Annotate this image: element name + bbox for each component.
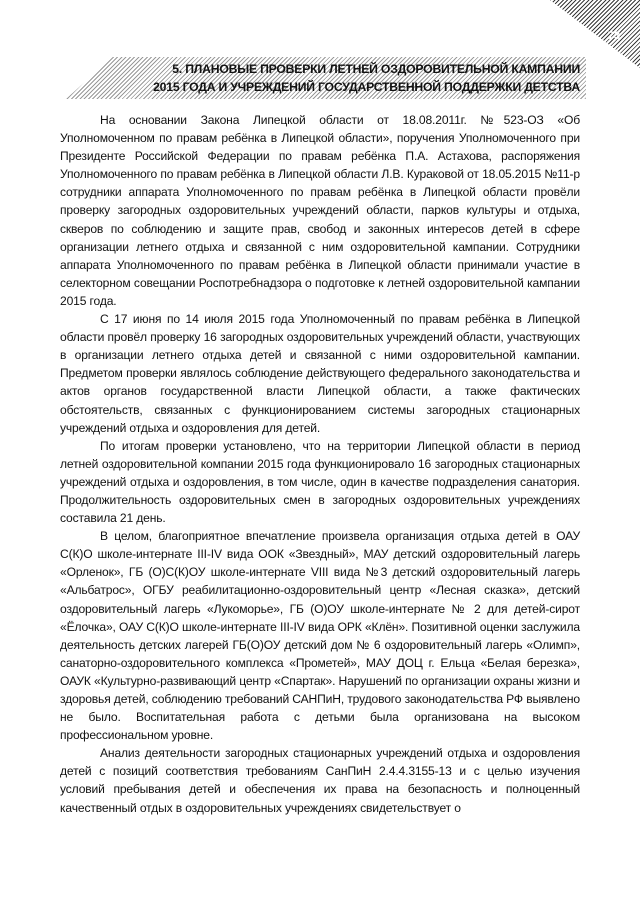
paragraph: Анализ деятельности загородных стационарных учреждений отдыха и оздоровления детей с позиций соответствия требованиям СанПиН 2.4.4.3155-13 и с целью изучения условий пребывания детей и обеспечения их права на безопасность и полноценный качественный отдых в оздоровительных учреждениях свидетельствует о [60, 746, 580, 815]
paragraph: На основании Закона Липецкой области от 18.08.2011г. №523-ОЗ «Об Уполномоченном по правам ребёнка в Липецкой области», поручения Уполномоченного при Президенте Российской Федерации по правам ребёнка П.А. Астахова, распоряжения Уполномоченного по правам ребёнка в Липецкой области Л.В. Кураковой от 18.05.2015 №11-р сотрудники аппарата Уполномоченного по правам ребёнка в Липецкой области провёли проверку загородных оздоровительных учреждений области, парков культуры и отдыха, скверов по соблюдению и защите прав, свобод и законных интересов детей в сфере организации летнего отдыха и связанной с ним оздоровительной кампании. Сотрудники аппарата Уполномоченного по правам ребёнка в Липецкой области принимали участие в селекторном совещании Роспотребнадзора о подготовке к летней оздоровительной кампании 2015 года. [60, 113, 580, 308]
section-heading [60, 60, 580, 96]
body-text [60, 111, 580, 817]
heading-line-2: 2015 ГОДА И УЧРЕЖДЕНИЙ ГОСУДАРСТВЕННОЙ ПОДДЕРЖКИ ДЕТСТВА [153, 80, 580, 94]
paragraph: По итогам проверки установлено, что на территории Липецкой области в период летней оздоровительной компании 2015 года функционировало 16 загородных стационарных учреждений отдыха и оздоровления, в том числе, один в качестве подразделения санатория. Продолжительность оздоровительных смен в загородных оздоровительных учреждениях составила 21 день. [60, 438, 580, 526]
page-number: 73 [607, 30, 620, 42]
paragraph: В целом, благоприятное впечатление произвела организация отдыха детей в ОАУ С(К)О школе-интернате III-IV вида ООК «Звездный», МАУ детский оздоровительный лагерь «Орленок», ГБ (О)С(К)ОУ школе-интернате VIII вида №3 детский оздоровительный лагерь «Альбатрос», ОГБУ реабилитационно-оздоровительный центр «Лесная сказка», детский оздоровительный лагерь «Лукоморье», ГБ (О)ОУ школе-интернате № 2 для детей-сирот «Ёлочка», ОАУ С(К)О школе-интернате III-IV вида ОРК «Клён». Позитивной оценки заслужила деятельность детских лагерей ГБ(О)ОУ детский дом № 6 оздоровительный лагерь «Олимп», санаторно-оздоровительного комплекса «Прометей», МАУ ДОЦ г. Ельца «Белая березка», ОАУК «Культурно-развивающий центр «Спартак». Нарушений по организации охраны жизни и здоровья детей, соблюдению требований САНПиН, трудового законодательства РФ выявлено не было. Воспитательная работа с детьми была организована на высоком профессиональном уровне. [60, 529, 580, 743]
paragraph: С 17 июня по 14 июля 2015 года Уполномоченный по правам ребёнка в Липецкой области провёл проверку 16 загородных оздоровительных учреждений области, участвующих в организации летнего отдыха детей и связанной с ними оздоровительной кампании. Предметом проверки являлось соблюдение действующего федерального законодательства и актов органов государственной власти Липецкой области, а также фактических обстоятельств, связанных с функционированием системы загородных стационарных учреждений отдыха и оздоровления для детей. [60, 312, 580, 435]
heading-line-1: 5. ПЛАНОВЫЕ ПРОВЕРКИ ЛЕТНЕЙ ОЗДОРОВИТЕЛЬНОЙ КАМПАНИИ [172, 62, 580, 76]
